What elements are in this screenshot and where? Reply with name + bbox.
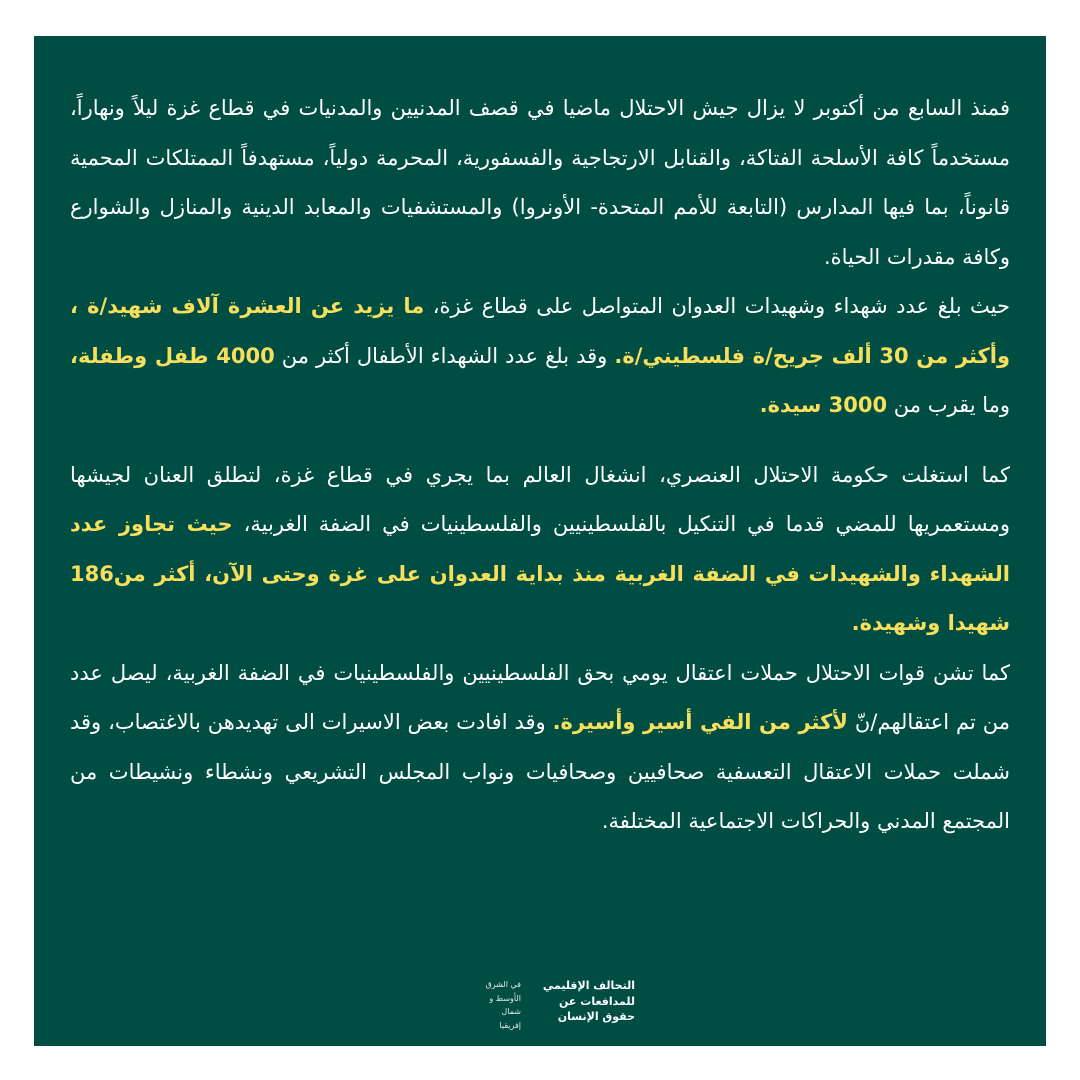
coalition-logo [455,978,635,1034]
paragraph-2 [70,282,1010,431]
logo-side-text [455,978,521,1032]
logo-line-2: للمدافعات عن [559,994,635,1008]
statement-text [70,84,1010,847]
p2-highlight-women: 3000 سيدة. [759,393,888,417]
logo-side-4: إفريقيا [499,1020,521,1030]
p2-highlight-casualties: ما يزيد عن العشرة آلاف شهيد/ة ، وأكثر من 30 ألف جريح/ة فلسطيني/ة. [70,294,1010,368]
p4-text-a: كما تشن قوات الاحتلال حملات اعتقال يومي بحق الفلسطينيين والفلسطينيات في الضفة الغربية، ليصل عدد من تم اعتقالهم/نّ [70,660,1010,734]
logo-side-2: الأوسط و [489,993,521,1003]
logo-line-3: حقوق الإنسان [557,1010,635,1023]
paragraph-1: فمنذ السابع من أكتوبر لا يزال جيش الاحتلال ماضيا في قصف المدنيين والمدنيات في قطاع غزة ليلاً ونهاراً، مستخدماً كافة الأسلحة الفتاكة، والقنابل الارتجاجية والفسفورية، المحرمة دولياً، مستهدفاً الممتلكات المحمية قانوناً، بما فيها المدارس (التابعة للأمم المتحدة- الأونروا) والمستشفيات والمعابد الدينية والمنازل والشوارع وكافة مقدرات الحياة. [70,96,1010,269]
logo-line-1: التحالف الإقليمي [542,979,635,992]
logo-main-text [525,978,635,1025]
paragraph-4 [70,649,1010,847]
p3-text-a: كما استغلت حكومة الاحتلال العنصري، انشغال العالم بما يجري في قطاع غزة، لتطلق العنان لجيشها ومستعمريها للمضي قدما في التنكيل بالفلسطينيين والفلسطينيات في الضفة الغربية، [70,462,1010,536]
p4-text-c: وقد افادت بعض الاسيرات الى تهديدهن بالاغتصاب، وقد شملت حملات الاعتقال التعسفية صحافيين وصحافيات ونواب المجلس التشريعي ونشطاء ونشيطات من المجتمع المدني والحراكات الاجتماعية المختلفة. [70,710,1010,833]
p3-highlight-westbank: حيث تجاوز عدد الشهداء والشهيدات في الضفة الغربية منذ بداية العدوان على غزة وحتى الآن، أكثر من186 شهيدا وشهيدة. [70,512,1010,635]
p2-text-c: وقد بلغ عدد الشهداء الأطفال أكثر من [274,343,615,368]
p2-text-a: حيث بلغ عدد شهداء وشهيدات العدوان المتواصل على قطاع غزة، [424,294,1010,318]
logo-side-1: في الشرق [485,980,521,989]
paragraph-3 [70,451,1010,649]
p2-highlight-children: 4000 طفل وطفلة، [70,343,275,368]
p2-text-e: وما يقرب من [887,393,1010,417]
p4-highlight-detainees: لأكثر من الفي أسير وأسيرة. [552,710,848,734]
logo-side-3: شمال [501,1007,521,1016]
